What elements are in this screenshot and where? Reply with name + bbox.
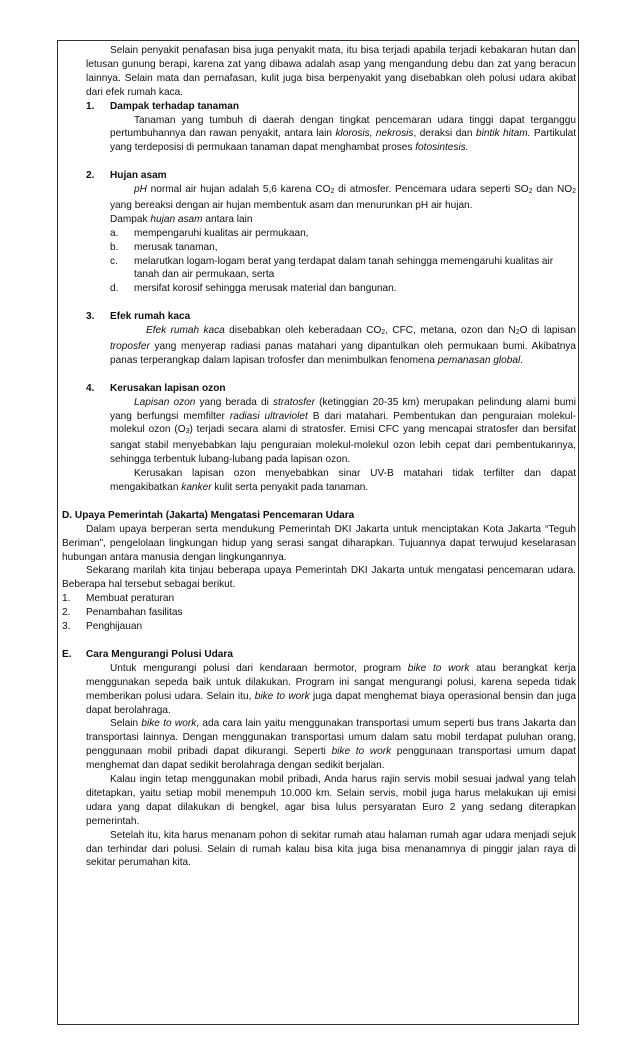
text-run: Dalam upaya berperan serta mendukung Pemerintah DKI Jakarta untuk menciptakan Kota Jakarta “Teguh Beriman”, pengelolaan lingkungan hidup yang serasi sangat diharapkan. Tujuannya dapat terwujud keselarasan hubungan antara manusia dengan lingkungannya. (62, 523, 576, 563)
text-run: yang menyerap radiasi panas matahari yang dipantulkan oleh permukaan bumi. Akibatnya panas terperangkap dalam lapisan trofosfer dan menimbulkan fenomena (110, 341, 576, 366)
list-item (62, 606, 576, 620)
list-text: mersifat korosif sehingga merusak material dan bangunan. (134, 283, 397, 295)
section-e-letter: E. (62, 648, 72, 660)
text-run: Setelah itu, kita harus menanam pohon di sekitar rumah atau halaman rumah agar udara menjadi sejuk dan terhindar dari polusi. Selain di rumah kalau bisa kita juga bisa menanamnya di pinggir jalan raya di sekitar perumahan kita. (86, 829, 576, 869)
list-text: melarutkan logam-logam berat yang terdapat dalam tanah sehingga memengaruhi kualitas air tanah dan air permukaan, serta (134, 255, 554, 281)
heading-2-number: 2. (86, 170, 95, 182)
paragraph-2 (62, 183, 576, 213)
list-marker: 2. (62, 607, 71, 619)
list-marker: c. (110, 255, 118, 267)
subscript: 2 (381, 329, 386, 337)
list-item (110, 227, 576, 241)
subscript: 2 (330, 188, 335, 196)
text-run: normal air hujan adalah 5,6 karena CO (146, 184, 331, 196)
italic-run: stratosfer (272, 396, 316, 408)
heading-3-title: Efek rumah kaca (110, 311, 191, 323)
list-item (110, 282, 576, 296)
italic-run: radiasi ultraviolet (229, 410, 308, 422)
text-run: Sekarang marilah kita tinjau beberapa upaya Pemerintah DKI Jakarta untuk mengatasi pencemaran udara. Beberapa hal tersebut sebagai berikut. (62, 565, 576, 591)
section-e-paragraph-1 (62, 662, 576, 718)
list-marker: b. (110, 241, 119, 253)
heading-2-title: Hujan asam (110, 170, 167, 182)
section-d-heading (62, 509, 576, 523)
heading-4-number: 4. (86, 382, 95, 394)
text-run: Kalau ingin tetap menggunakan mobil pribadi, Anda harus rajin servis mobil sesuai jadwal yang telah ditetapkan, yaitu setiap mobil menempuh 10.000 km. Selain servis, mobil juga harus melakukan uji emisi udara yang dapat dilakukan di bengkel, agar bisa lulus persyaratan Euro 2 yang sedang diterapkan pemerintah. (86, 774, 576, 827)
list-item (110, 241, 576, 255)
text-run: kulit serta penyakit pada tanaman. (211, 482, 369, 494)
heading-2 (62, 169, 576, 183)
text-run: juga dapat menghemat biaya operasional bensin dan juga dapat berolahraga. (86, 690, 576, 716)
italic-run: kanker (181, 482, 212, 494)
italic-run: troposfer (110, 341, 150, 352)
section-e-title: Cara Mengurangi Polusi Udara (86, 648, 233, 660)
impact-line (62, 213, 576, 227)
text-run: Untuk mengurangi polusi dari kendaraan bermotor, program (110, 662, 408, 674)
subscript: 2 (528, 188, 533, 196)
paragraph-4 (62, 396, 576, 468)
section-d-list (62, 592, 576, 634)
list-item (62, 620, 576, 634)
list-text: Membuat peraturan (86, 593, 175, 605)
text-run: Dampak (110, 213, 151, 225)
italic-run: Lapisan ozon (134, 396, 196, 408)
section-d-paragraph-2 (62, 564, 576, 592)
document-body (62, 44, 576, 870)
text-run: Tanaman yang tumbuh di daerah dengan tingkat pencemaran udara tinggi dapat terganggu pertumbuhannya dan rawan penyakit, antara lain (110, 114, 576, 140)
section-e-paragraph-3 (62, 773, 576, 829)
heading-3 (62, 310, 576, 324)
heading-4 (62, 382, 576, 396)
text-run: Partikulat yang terdeposisi di permukaan tanaman dapat menghambat proses (110, 128, 576, 154)
subscript: 3 (185, 428, 190, 436)
list-marker: d. (110, 283, 119, 295)
italic-run: bintik hitam. (475, 128, 531, 140)
text-run: yang bereaksi dengan air hujan membentuk asam dan menurunkan pH air hujan. (110, 199, 473, 211)
italic-run: pemanasan global (437, 354, 521, 366)
heading-1-number: 1. (86, 100, 95, 112)
text-run: , deraksi dan (413, 128, 476, 140)
paragraph-1 (62, 114, 576, 156)
list-item (62, 592, 576, 606)
section-e-heading (62, 648, 576, 662)
paragraph-3 (62, 324, 576, 368)
heading-1 (62, 100, 576, 114)
text-run: disebabkan oleh keberadaan CO (224, 325, 382, 337)
section-e-paragraph-4 (62, 829, 576, 871)
text-run: . (520, 354, 523, 366)
list-marker: 1. (62, 593, 71, 605)
text-run: di atmosfer. Pencemara udara seperti SO (334, 184, 529, 196)
italic-run: klorosis, nekrosis (335, 128, 414, 140)
text-run: Kerusakan lapisan ozon menyebabkan sinar UV-B matahari tidak terfilter dan dapat mengakibatkan (110, 468, 576, 494)
italic-run: bike to work (141, 718, 197, 730)
text-run: , CFC, metana, ozon dan N (385, 325, 516, 337)
list-marker: 3. (62, 621, 71, 633)
subscript: 2 (572, 188, 577, 196)
text-run: (ketinggian 20-35 km) merupakan pelindung alami bumi yang berfungsi memfilter (110, 396, 576, 422)
italic-run: bike to work (407, 662, 470, 674)
text-run: , ada cara lain yaitu menggunakan transportasi umum seperti bus trans Jakarta dan transportasi lainnya. Dengan menggunakan transportasi umum dalam satu mobil terdapat puluhan orang, penggunaan mobil pribadi dapat dikurangi. Seperti (86, 718, 576, 758)
acid-rain-list (62, 227, 576, 297)
section-e-paragraph-2 (62, 717, 576, 773)
text-run: dan NO (532, 184, 573, 196)
italic-run: pH (134, 184, 147, 196)
text-run: yang berada di (195, 396, 273, 408)
heading-1-title: Dampak terhadap tanaman (110, 100, 240, 112)
text-run: B dari matahari. Pembentukan dan penguraian molekul-molekul ozon (O (110, 410, 577, 436)
heading-3-number: 3. (86, 311, 95, 323)
text-run: atau berangkat kerja menggunakan sepeda baik untuk dilakukan. Program ini sangat mengurangi polusi, karena sepeda tidak memberikan polusi udara. Selain itu, (86, 662, 576, 702)
italic-run: bike to work (254, 690, 310, 702)
section-d-title: D. Upaya Pemerintah (Jakarta) Mengatasi Pencemaran Udara (62, 509, 355, 521)
italic-run: bike to work (331, 746, 392, 758)
list-marker: a. (110, 227, 119, 239)
section-d-paragraph-1 (62, 523, 576, 565)
list-text: Penambahan fasilitas (86, 607, 183, 619)
text-run: antara lain (202, 213, 253, 225)
paragraph-4b (62, 467, 576, 495)
list-item (110, 255, 576, 283)
italic-run: Efek rumah kaca (146, 325, 225, 337)
text-run: O di lapisan (519, 325, 576, 337)
italic-run: hujan asam (150, 213, 203, 225)
text-run: Selain (110, 718, 142, 730)
intro-paragraph (62, 44, 576, 100)
text-run: penggunaan transportasi umum dapat menghemat dan dapat sedikit berolahraga dengan sedikit berjalan. (86, 746, 576, 772)
intro-text: Selain penyakit penafasan bisa juga penyakit mata, itu bisa terjadi apabila terjadi kebakaran hutan dan letusan gunung berapi, karena zat yang dibawa adalah asap yang mengandung debu dan zat yang beracun lainnya. Selain mata dan pernafasan, kulit juga bisa berpenyakit yang disebabkan oleh polusi udara akibat dari efek rumah kaca. (86, 45, 576, 98)
list-text: mempengaruhi kualitas air permukaan, (134, 227, 309, 239)
text-run: ) terjadi secara alami di stratosfer. Emisi CFC yang mencapai stratosfer dan bersifat sangat stabil menyebabkan laju penguraian molekul-molekul ozon lebih cepat dari pembentukannya, sehingga terbentuk lubang-lubang pada lapisan ozon. (110, 424, 576, 466)
heading-4-title: Kerusakan lapisan ozon (110, 382, 226, 394)
subscript: 2 (515, 329, 520, 337)
italic-run: fotosintesis. (415, 142, 469, 154)
list-text: Penghijauan (86, 621, 143, 633)
list-text: merusak tanaman, (134, 241, 218, 253)
